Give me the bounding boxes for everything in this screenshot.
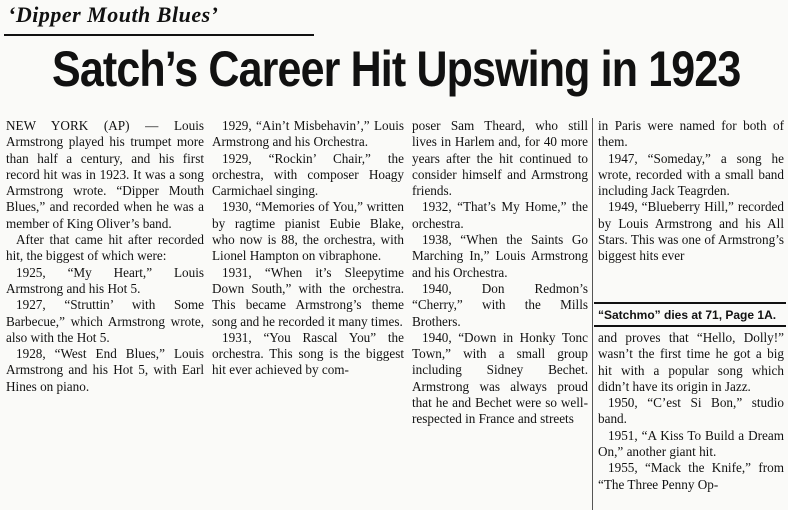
- column-divider: [592, 118, 593, 510]
- article-column-3: [412, 118, 588, 428]
- article-column-4-bottom: [598, 330, 784, 493]
- article-column-4-top: [598, 118, 784, 265]
- paragraph: 1940, Don Redmon’s “Cherry,” with the Mills Brothers.: [412, 280, 588, 329]
- kicker-headline: ‘Dipper Mouth Blues’: [8, 2, 219, 27]
- paragraph: After that came hit after recorded hit, the biggest of which were:: [6, 232, 204, 264]
- paragraph: 1929, “Ain’t Misbehavin’,” Louis Armstrong and his Orchestra.: [212, 118, 404, 150]
- paragraph: 1940, “Down in Honky Tonc Town,” with a small group including Sidney Bechet. Armstrong was always proud that he and Bechet were so well-respected in France and streets: [412, 329, 588, 427]
- paragraph: 1947, “Someday,” a song he wrote, recorded with a small band including Jack Teagrden.: [598, 150, 784, 199]
- paragraph: 1932, “That’s My Home,” the orchestra.: [412, 199, 588, 231]
- jump-line: “Satchmo” dies at 71, Page 1A.: [594, 302, 786, 327]
- paragraph: 1931, “When it’s Sleepytime Down South,” with the orchestra. This became Armstrong’s theme song and he recorded it many times.: [212, 264, 404, 329]
- paragraph: 1928, “West End Blues,” Louis Armstrong and his Hot 5, with Earl Hines on piano.: [6, 346, 204, 394]
- paragraph: 1927, “Struttin’ with Some Barbecue,” which Armstrong wrote, also with the Hot 5.: [6, 297, 204, 345]
- paragraph: in Paris were named for both of them.: [598, 118, 784, 150]
- paragraph: 1950, “C’est Si Bon,” studio band.: [598, 395, 784, 427]
- paragraph: 1955, “Mack the Knife,” from “The Three Penny Op-: [598, 460, 784, 492]
- paragraph: 1931, “You Rascal You” the orchestra. This song is the biggest hit ever achieved by com-: [212, 329, 404, 378]
- paragraph: NEW YORK (AP) — Louis Armstrong played his trumpet more than half a century, and his first record hit was in 1923. It was a song Armstrong wrote. “Dipper Mouth Blues,” and recorded when he was a member of King Oliver’s band.: [6, 118, 204, 231]
- paragraph: 1929, “Rockin’ Chair,” the orchestra, with composer Hoagy Carmichael singing.: [212, 150, 404, 199]
- paragraph: 1930, “Memories of You,” written by ragtime pianist Eubie Blake, who now is 88, the orchestra, with Lionel Hampton on vibraphone.: [212, 199, 404, 264]
- paragraph: 1925, “My Heart,” Louis Armstrong and his Hot 5.: [6, 264, 204, 296]
- paragraph: 1949, “Blueberry Hill,” recorded by Louis Armstrong and his All Stars. This was one of Armstrong’s biggest hits ever: [598, 199, 784, 264]
- kicker-rule: [4, 34, 314, 36]
- article-column-2: [212, 118, 404, 379]
- article-column-1: [6, 118, 204, 395]
- paragraph: 1951, “A Kiss To Build a Dream On,” another giant hit.: [598, 427, 784, 460]
- paragraph: and proves that “Hello, Dolly!” wasn’t the first time he got a big hit with a popular song which didn’t have its origin in Jazz.: [598, 330, 784, 394]
- paragraph: poser Sam Theard, who still lives in Harlem and, for 40 more years after the hit continued to consider himself and Armstrong friends.: [412, 118, 588, 199]
- paragraph: 1938, “When the Saints Go Marching In,” Louis Armstrong and his Orchestra.: [412, 232, 588, 280]
- page-title: Satch’s Career Hit Upswing in 1923: [52, 41, 741, 97]
